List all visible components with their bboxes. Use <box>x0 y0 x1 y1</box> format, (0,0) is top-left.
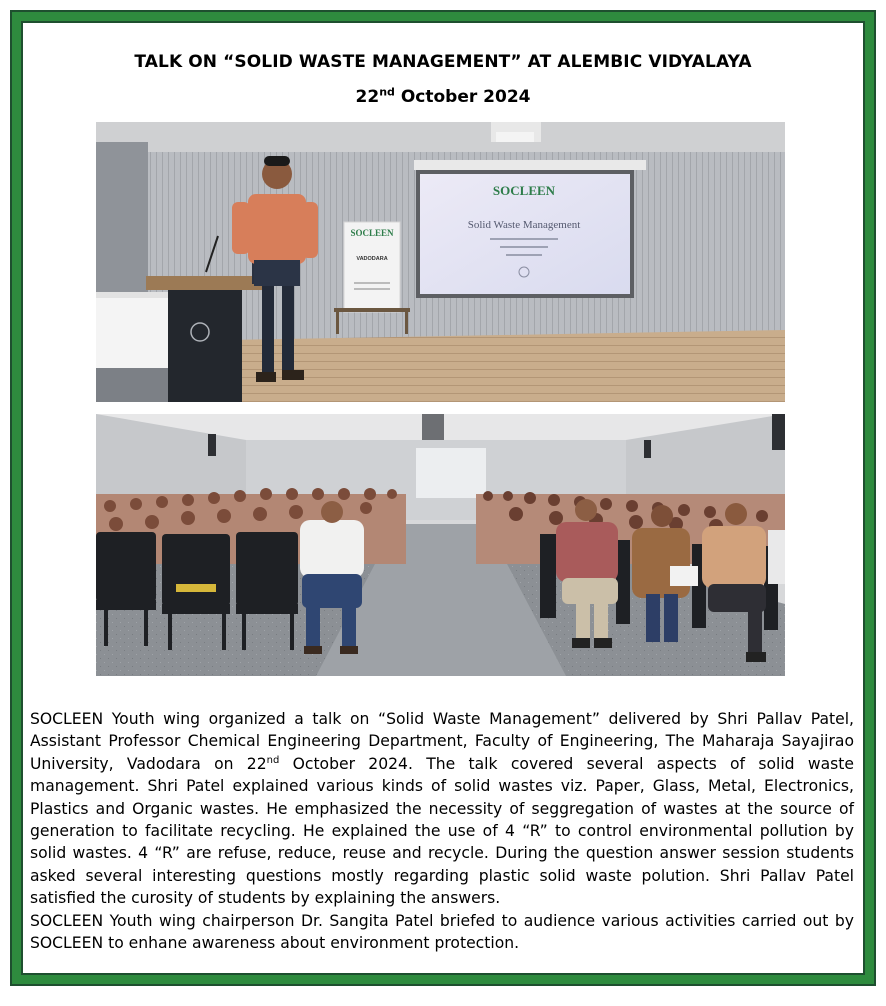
p1-text-start: SOCLEEN Youth wing organized a talk on “Solid Waste Management” delivered by Shri Pallav Patel, Assistant Professor Chemical Engineering Department, Faculty of Engineering, The Maharaja Sayajirao University, Vadodara on 22 <box>30 710 854 773</box>
paragraph-2: SOCLEEN Youth wing chairperson Dr. Sangita Patel briefed to audience various activities carried out by SOCLEEN to enhane awareness about environment protection. <box>30 911 854 953</box>
screen-brand-text: SOCLEEN <box>492 183 556 198</box>
audience-photo <box>96 414 785 676</box>
speaker-photo <box>96 122 785 402</box>
p1-text-rest: October 2024. The talk covered several aspects of solid waste management. Shri Patel explained various kinds of solid wastes viz. Paper, Glass, Metal, Electronics, Plastics and Organic wastes. He emphasized the necessity of seggregation of wastes at the source of generation to facilitate recycling. He explained the use of 4 “R” to control environmental pollution by solid wastes. 4 “R” are refuse, reduce, reuse and recycle. During the question answer session students asked several interesting questions mostly regarding plastic solid waste polution. Shri Pallav Patel satisfied the curosity of students by explaining the answers. <box>30 754 854 908</box>
banner-city-text: VADODARA <box>356 256 388 262</box>
p1-date-suffix: nd <box>266 754 280 766</box>
banner-brand-text: SOCLEEN <box>350 228 394 238</box>
event-date <box>0 87 886 107</box>
paragraph-1 <box>30 708 854 910</box>
article-body <box>30 708 854 954</box>
date-rest: October 2024 <box>394 87 531 107</box>
date-suffix: nd <box>379 85 395 99</box>
screen-title-text: Solid Waste Management <box>467 219 581 231</box>
date-day: 22 <box>355 87 380 107</box>
page-title: TALK ON “SOLID WASTE MANAGEMENT” AT ALEMBIC VIDYALAYA <box>134 52 752 72</box>
